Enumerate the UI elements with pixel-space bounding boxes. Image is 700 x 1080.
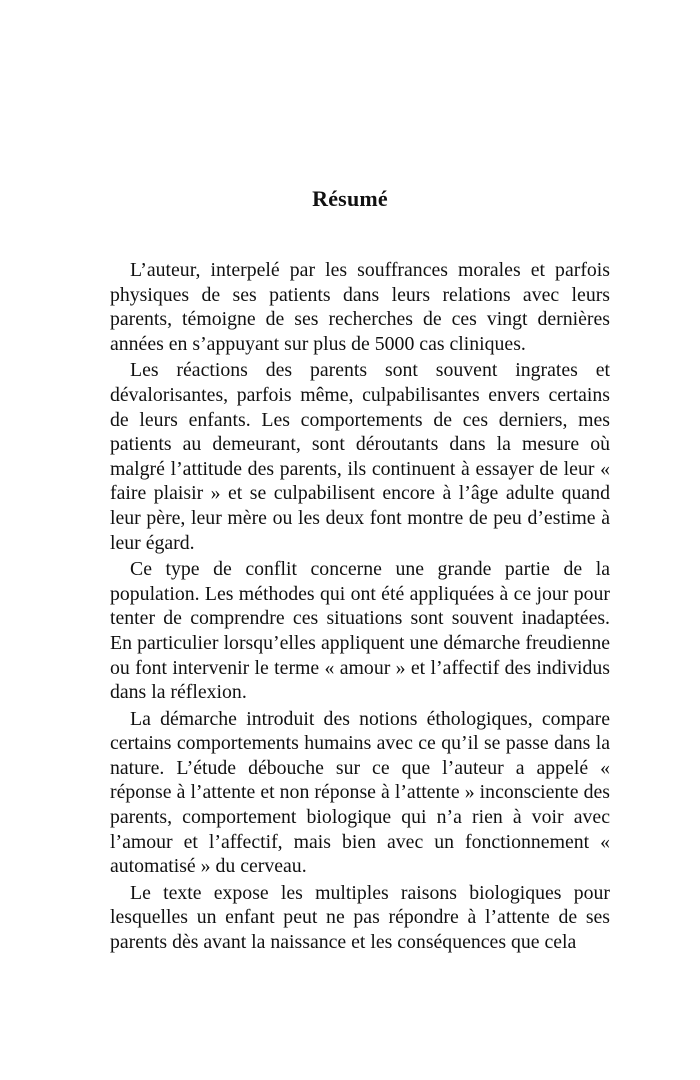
paragraph: La démarche introduit des notions éthologiques, compare certains comportements humains avec ce qu’il se passe dans la nature. L’étude débouche sur ce que l’auteur a appelé « réponse à l’attente et non réponse à l’attente » inconsciente des parents, comportement biologique qui n’a rien à voir avec l’amour et l’affectif, mais bien avec un fonctionnement « automatisé » du cerveau. (110, 707, 610, 878)
summary-text (110, 258, 610, 955)
paragraph: Ce type de conflit concerne une grande partie de la population. Les méthodes qui ont été appliquées à ce jour pour tenter de comprendre ces situations sont souvent inadaptées. En particulier lorsqu’elles appliquent une démarche freudienne ou font intervenir le terme « amour » et l’affectif des individus dans la réflexion. (110, 558, 610, 704)
paragraph: Le texte expose les multiples raisons biologiques pour lesquelles un enfant peut ne pas répondre à l’attente de ses parents dès avant la naissance et les conséquences que cela (110, 881, 610, 954)
paragraph: L’auteur, interpelé par les souffrances morales et parfois physiques de ses patients dans leurs relations avec leurs parents, témoigne de ses recherches de ces vingt dernières années en s’appuyant sur plus de 5000 cas cliniques. (110, 259, 610, 355)
paragraph: Les réactions des parents sont souvent ingrates et dévalorisantes, parfois même, culpabilisantes envers certains de leurs enfants. Les comportements de ces derniers, mes patients au demeurant, sont déroutants dans la mesure où malgré l’attitude des parents, ils continuent à essayer de leur « faire plaisir » et se culpabilisent encore à l’âge adulte quand leur père, leur mère ou les deux font montre de peu d’estime à leur égard. (110, 359, 610, 554)
page-title: Résumé (312, 186, 388, 211)
